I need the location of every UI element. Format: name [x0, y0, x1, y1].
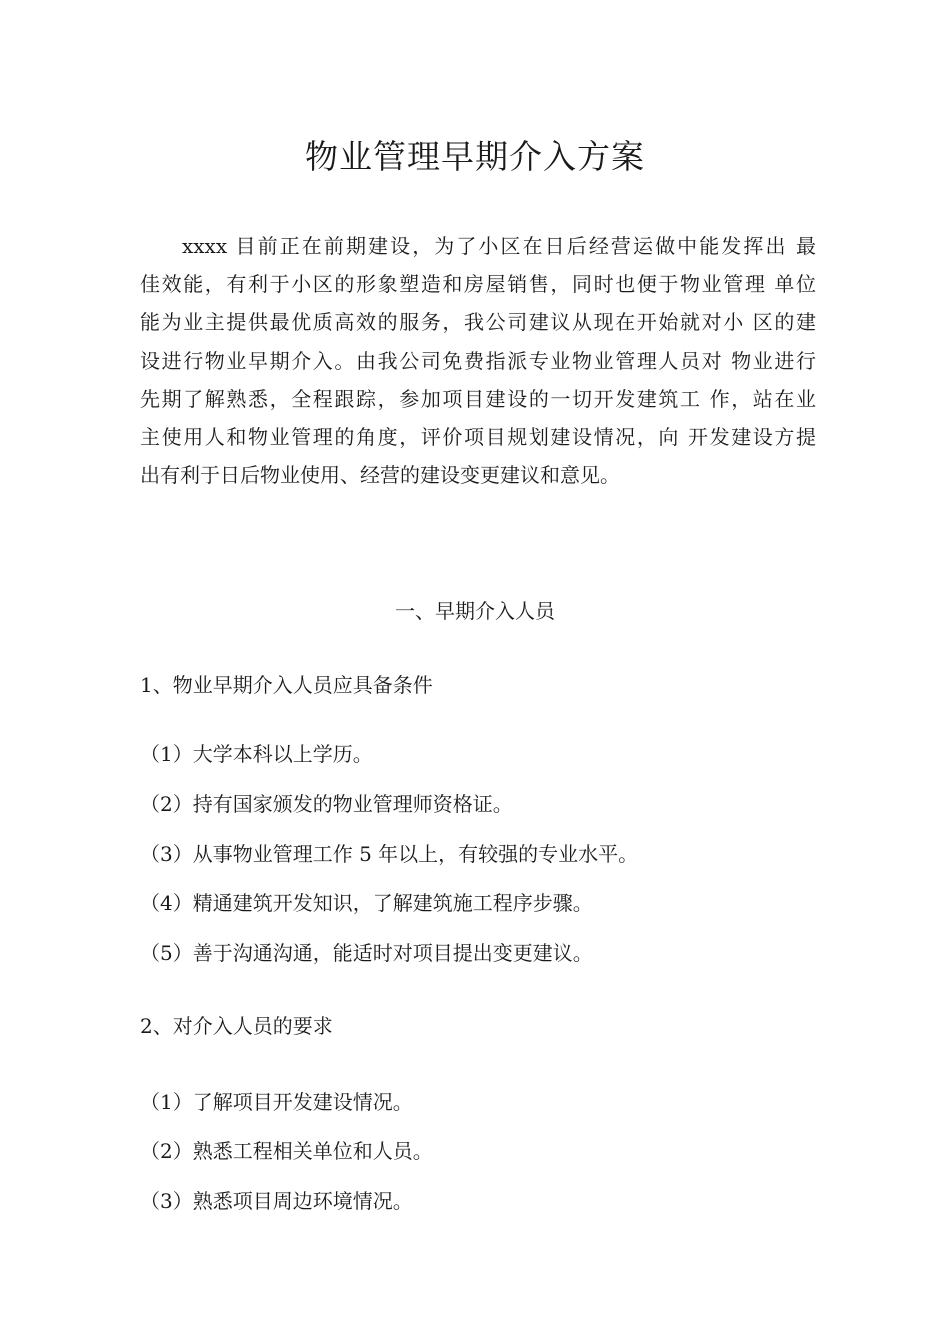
subsection-heading: 1、物业早期介入人员应具备条件 — [140, 673, 433, 697]
section-heading: 一、早期介入人员 — [395, 599, 555, 623]
list-item: （5）善于沟通沟通，能适时对项目提出变更建议。 — [140, 941, 593, 965]
intro-line: 能为业主提供最优质高效的服务，我公司建议从现在开始就对小 区的建 — [140, 310, 816, 335]
document-title: 物业管理早期介入方案 — [305, 137, 645, 176]
list-item: （1）了解项目开发建设情况。 — [140, 1090, 413, 1114]
intro-line: 出有利于日后物业使用、经营的建设变更建议和意见。 — [140, 463, 620, 488]
intro-line: 主使用人和物业管理的角度，评价项目规划建设情况，向 开发建设方提 — [140, 424, 816, 449]
list-item: （2）持有国家颁发的物业管理师资格证。 — [140, 792, 513, 816]
intro-paragraph — [140, 227, 816, 494]
intro-line: xxxx 目前正在前期建设，为了小区在日后经营运做中能发挥出 最 — [182, 234, 816, 258]
list-item: （2）熟悉工程相关单位和人员。 — [140, 1139, 433, 1163]
list-item: （4）精通建筑开发知识，了解建筑施工程序步骤。 — [140, 891, 593, 915]
list-item: （3）熟悉项目周边环境情况。 — [140, 1189, 413, 1213]
list-item: （3）从事物业管理工作 5 年以上，有较强的专业水平。 — [140, 842, 639, 866]
intro-line: 设进行物业早期介入。由我公司免费指派专业物业管理人员对 物业进行 — [140, 348, 816, 373]
intro-line: 先期了解熟悉，全程跟踪，参加项目建设的一切开发建筑工 作，站在业 — [140, 386, 816, 411]
intro-line: 佳效能，有利于小区的形象塑造和房屋销售，同时也便于物业管理 单位 — [140, 272, 816, 297]
subsection-heading: 2、对介入人员的要求 — [140, 1014, 333, 1038]
list-item: （1）大学本科以上学历。 — [140, 742, 373, 766]
